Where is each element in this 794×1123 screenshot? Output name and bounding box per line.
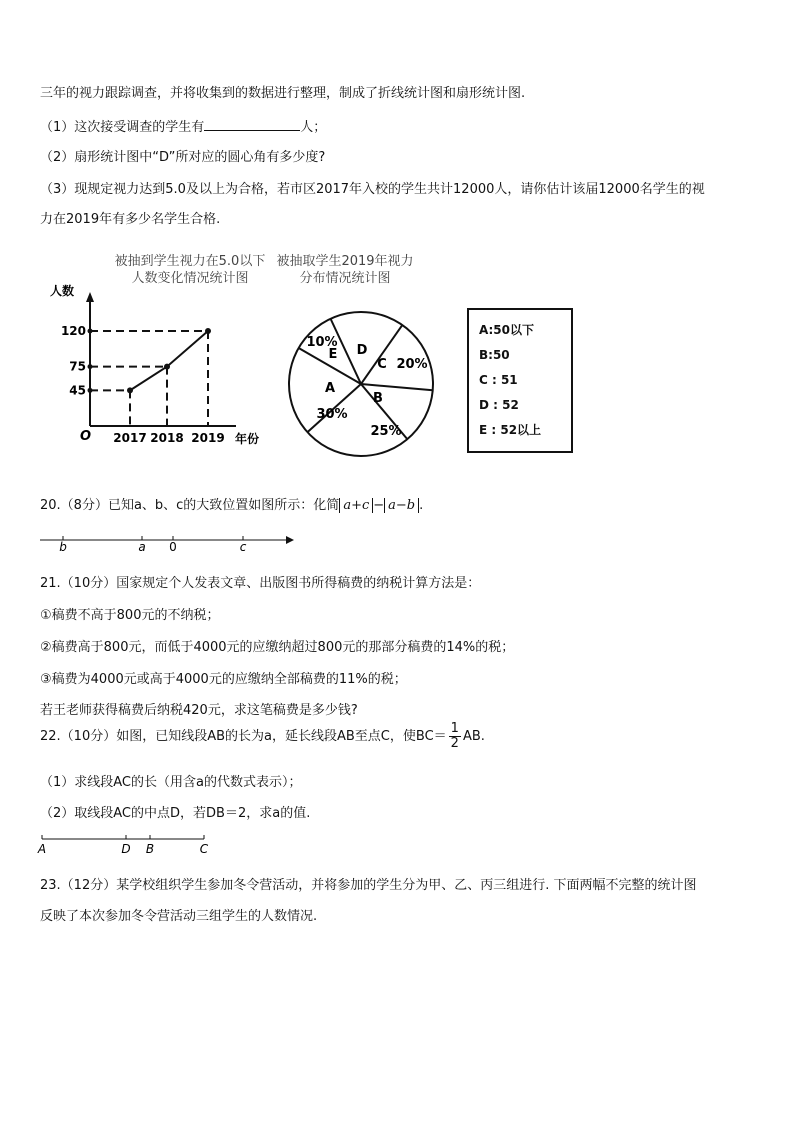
point-a-label: a xyxy=(138,540,146,554)
data-point xyxy=(205,328,211,334)
point-b-label: b xyxy=(59,540,67,554)
x-tick-label: 2019 xyxy=(191,431,225,445)
y-tick-label: 120 xyxy=(60,324,86,338)
q22-tail: AB. xyxy=(462,729,485,744)
pie-slice-label: C xyxy=(377,357,387,372)
pie-slice-percent: 20% xyxy=(396,357,428,372)
data-point xyxy=(164,364,170,370)
legend-item: B:50 xyxy=(479,348,510,362)
legend-item: E : 52以上 xyxy=(479,423,542,437)
frac-numerator: 1 xyxy=(450,721,459,736)
point-c-label: c xyxy=(239,540,247,554)
q19-part1-tail: 人； xyxy=(300,120,327,135)
y-tick-dot xyxy=(88,329,93,334)
line-chart-title-2: 人数变化情况统计图 xyxy=(131,271,249,286)
legend-item: A:50以下 xyxy=(479,323,535,337)
legend-item: D : 52 xyxy=(479,398,519,412)
y-tick-label: 45 xyxy=(69,383,86,398)
q21-rule3: ③稿费为4000元或高于4000元的应缴纳全部稿费的11%的税； xyxy=(40,672,407,687)
pie-legend xyxy=(467,308,573,453)
zero-label: 0 xyxy=(169,540,177,554)
x-axis-label: 年份 xyxy=(235,432,260,446)
line-chart xyxy=(40,248,280,448)
q19-part2: （2）扇形统计图中“D”所对应的圆心角有多少度? xyxy=(40,150,326,165)
q19-part1-text: （1）这次接受调查的学生有 xyxy=(40,120,205,135)
data-line xyxy=(130,331,208,390)
point-D-label: D xyxy=(121,842,131,856)
line-chart-title-1: 被抽到学生视力在5.0以下 xyxy=(114,254,266,269)
q21-question: 若王老师获得稿费后纳税420元，求这笔稿费是多少钱? xyxy=(40,703,358,718)
q19-part3-line1: （3）现规定视力达到5.0及以上为合格，若市区2017年入校的学生共计12000人，请你估计该届12000名学生的视 xyxy=(40,182,705,197)
pie-slice-percent: 10% xyxy=(306,335,338,350)
q22-part2: （2）取线段AC的中点D，若DB＝2，求a的值. xyxy=(40,806,311,821)
point-B-label: B xyxy=(145,842,155,856)
x-tick-label: 2017 xyxy=(113,431,147,445)
pie-chart-title-1: 被抽取学生2019年视力 xyxy=(276,254,414,269)
data-point xyxy=(127,387,133,393)
y-tick-dot xyxy=(88,388,93,393)
q21-title: 21.（10分）国家规定个人发表文章、出版图书所得稿费的纳税计算方法是： xyxy=(40,576,481,591)
q20-end: . xyxy=(419,498,424,513)
pie-chart xyxy=(270,248,450,458)
minus-sign: − xyxy=(373,498,385,513)
q20-text xyxy=(40,494,423,513)
pie-slice-label: E xyxy=(328,347,338,362)
q21-rule1: ①稿费不高于800元的不纳税； xyxy=(40,608,220,623)
point-C-label: C xyxy=(199,842,209,856)
segment-diagram xyxy=(36,830,226,858)
x-tick-label: 2018 xyxy=(150,431,184,445)
q19-part3-line2: 力在2019年有多少名学生合格. xyxy=(40,212,221,227)
frac-denominator: 2 xyxy=(450,736,459,751)
q19-intro: 三年的视力跟踪调查，并将收集到的数据进行整理，制成了折线统计图和扇形统计图. xyxy=(40,86,526,101)
abs-expr-2: a−b xyxy=(384,498,419,513)
abs-expr-1: a+c xyxy=(339,498,373,513)
q19-part1 xyxy=(40,116,326,135)
pie-slice-label: A xyxy=(324,381,336,396)
y-axis-label: 人数 xyxy=(50,284,75,298)
q22-prompt: 22.（10分）如图，已知线段AB的长为a，延长线段AB至点C，使BC＝ xyxy=(40,729,447,744)
y-axis-arrow xyxy=(86,292,94,302)
pie-slice-label: B xyxy=(373,391,383,406)
pie-slice-percent: 30% xyxy=(316,407,348,422)
q20-prompt: 20.（8分）已知a、b、c的大致位置如图所示：化简 xyxy=(40,498,340,513)
q21-rule2: ②稿费高于800元，而低于4000元的应缴纳超过800元的那部分稿费的14%的税； xyxy=(40,640,515,655)
q22-part1: （1）求线段AC的长（用含a的代数式表示）； xyxy=(40,775,302,790)
q23-line2: 反映了本次参加冬令营活动三组学生的人数情况. xyxy=(40,909,318,924)
number-line xyxy=(38,528,298,554)
pie-slice-label: D xyxy=(356,343,368,358)
q22-text xyxy=(40,722,485,751)
y-tick-label: 75 xyxy=(69,359,86,374)
q23-line1: 23.（12分）某学校组织学生参加冬令营活动，并将参加的学生分为甲、乙、丙三组进行. 下面两幅不完整的统计图 xyxy=(40,878,697,893)
answer-blank[interactable] xyxy=(204,118,300,131)
pie-chart-title-2: 分布情况统计图 xyxy=(299,271,391,286)
fraction-half xyxy=(449,722,461,751)
y-tick-dot xyxy=(88,364,93,369)
pie-slice-percent: 25% xyxy=(370,424,402,439)
point-A-label: A xyxy=(37,842,47,856)
origin-label: O xyxy=(80,429,92,444)
legend-item: C : 51 xyxy=(479,373,518,387)
